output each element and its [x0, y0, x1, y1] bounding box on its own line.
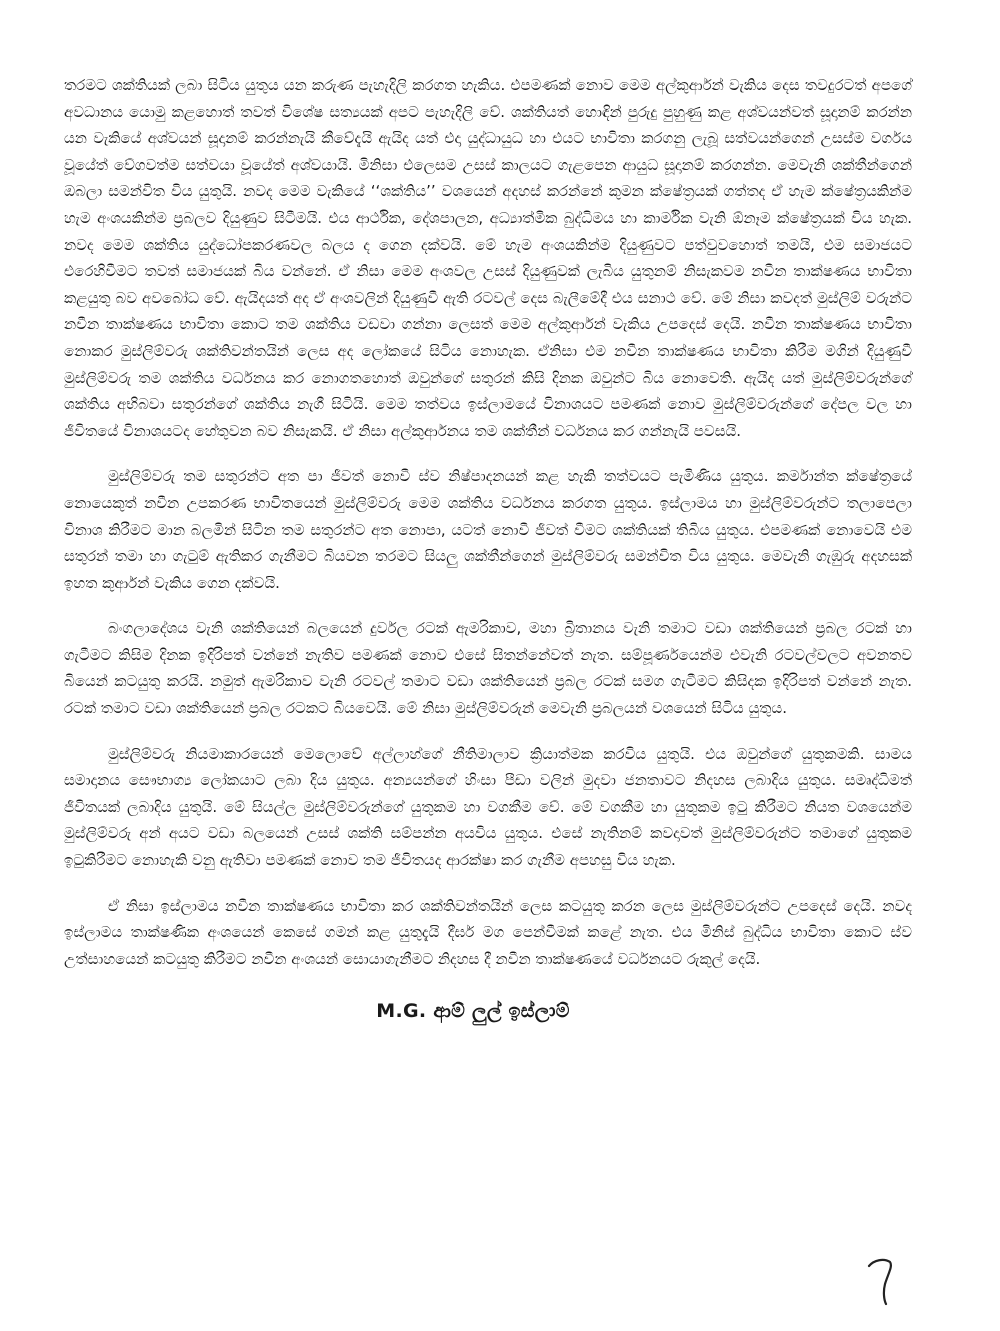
paragraph-2: මුස්ලිම්වරු තම සතුරන්ට අත පා ජීවත් නොවී ස්ව නිෂ්පාදනයන් කළ හැකි තත්වයට පැමිණිය යුතුය. කර්මාන්ත ක්ෂේත්‍රයේ නොයෙකුත් නවීන උපකරණ භාවිතයෙන් මුස්ලිම්වරු මෙම ශක්තිය වර්ධනය කරගත යුතුය. ඉස්ලාමය හා මුස්ලිම්වරුන්ට තලාපෙලා විනාශ කිරීමට මාන බලමින් සිටින තම සතුරන්ට අත නොපා, යටත් නොවී ජීවත් වීමට ශක්තියක් තිබිය යුතුය. එපමණක් නොවෙයි එම සතුරන් තමා හා ගැටුම් ඇතිකර ගැනීමට බියවන තරමට සියලු ශක්තීන්ගෙන් මුස්ලිම්වරු සමන්විත විය යුතුය. මෙවැනි ගැඹුරු අදහසක් ඉහත කුර්ආන් වැකිය ගෙන දක්වයි. — [64, 467, 912, 592]
paragraph-4: මුස්ලිම්වරු නියමාකාරයෙන් මෙලොවේ අල්ලාහ්ගේ නීතිමාලාව ක්‍රියාත්මක කරවිය යුතුයි. එය ඔවුන්ගේ යුතුකමකි. සාමය සමාදානය සෞභාග්‍ය ලෝකයාට ලබා දිය යුතුය. අන්‍යයන්ගේ හිංසා පීඩා වලින් මුදවා ජනතාවට නිදහස ලබාදිය යුතුය. සමෘද්ධිමත් ජීවිතයක් ලබාදිය යුතුයි. මේ සියල්ල මුස්ලිම්වරුන්ගේ යුතුකම හා වගකීම වේ. මේ වගකීම හා යුතුකම ඉටු කිරීමට නියත වශයෙන්ම මුස්ලිම්වරු අන් අයට වඩා බලයෙන් උසස් ශක්ති සම්පන්න අයවිය යුතුය. එසේ නැතිනම් කවදාවත් මුස්ලිම්වරුන්ට තමාගේ යුතුකම ඉටුකිරීමට නොහැකි වනු ඇතිවා පමණක් නොව තම ජීවිතයද ආරක්ෂා කර ගැනීම අපහසු විය හැක. — [64, 744, 912, 870]
paragraph-5: ඒ නිසා ඉස්ලාමය නවීන තාක්ෂණය භාවිතා කර ශක්තිවන්තයින් ලෙස කටයුතු කරන ලෙස මුස්ලිම්වරුන්ට උපදෙස් දෙයි. නවද ඉස්ලාමය තාක්ෂණික අංශයෙන් කෙසේ ගමන් කළ යුතුදැයි දීර්ඝ මග පෙන්වීමක් කළේ නැත. එය මිනිස් බුද්ධිය භාවිතා කොට ස්ව උත්සාහයෙන් කටයුතු කිරීමට නවීන අංශයන් සොයාගැනීමට නිදහස දී නවීන තාක්ෂණයේ වර්ධනයට රුකුල් දෙයි. — [64, 896, 912, 968]
paragraph-1: තරමට ශක්තියක් ලබා සිටිය යුතුය යන කරුණ පැහැදිලි කරගත හැකිය. එපමණක් නොව මෙම අල්කුර්ආන් වැකිය දෙස තවදුරටත් අපගේ අවධානය යොමු කළහොත් තවත් විශේෂ සත්‍යයක් අපට පැහැදිලි වේ. ශක්තියත් හොඳින් පුරුදු පුහුණු කළ අශ්වයන්වත් සූදානම් කරන්න යන වැකියේ අශ්වයන් සූදානම් කරන්නැයි කීවේදැයි ඇයිද යත් එදා යුද්ධායුධ හා එයට භාවිතා කරගනු ලැබූ සත්වයන්ගෙන් උසස්ම වර්ගය වූයේත් වේගවත්ම සත්වයා වූයේත් අශ්වයායි. මිනිසා එලෙසම උසස් කාලයට ගැළපෙන ආයුධ සූදානම් කරගන්න. මෙවැනි ශක්තීන්ගෙන් ඔබලා සමන්විත විය යුතුයි. නවද මෙම වැකියේ ‘‘ශක්තිය’’ වශයෙන් අදහස් කරන්නේ කුමන ක්ෂේත්‍රයක් ගත්තද ඒ හැම ක්ෂේත්‍රයකින්ම හැම අංශයකින්ම ප්‍රබලව දියුණුව සිටීමයි. එය ආර්ථික, දේශපාලන, අධ්‍යාත්මික බුද්ධිමය හා කාර්මික වැනි ඕනෑම ක්ෂේත්‍රයක් විය හැක. නවද මෙම ශක්තිය යුද්ධෝපකරණවල බලය ද ගෙන දක්වයි. මේ හැම අංශයකින්ම දියුණුවට පත්වුවහොත් තමයි, එම සමාජයට එරෙහිවීමට තවත් සමාජයක් බිය වන්නේ. ඒ නිසා මෙම අංශවල උසස් දියුණුවක් ලැබිය යුතුනම් නිසැකවම නවීන තාක්ෂණය භාවිතා කළයුතු බව අවබෝධ වේ. ඇයිදයත් අද ඒ අංශවලින් දියුණුවී ඇති රටවල් දෙස බැලීමේදී එය සනාථ වේ. මේ නිසා කවදත් මුස්ලිම් වරුන්ට නවීන තාක්ෂණය භාවිතා කොට තම ශක්තිය වඩවා ගන්නා ලෙසත් මෙම අල්කුර්ආන් වැකිය උපදෙස් දෙයි. නවීන තාක්ෂණය භාවිතා නොකර මුස්ලිම්වරු ශක්තිවන්තයින් ලෙස අද ලෝකයේ සිටිය නොහැක. ඒනිසා එම නවීන තාක්ෂණය භාවිතා කිරීම මගින් දියුණුවී මුස්ලිම්වරු තම ශක්තිය වර්ධනය කර නොගතහොත් ඔවුන්ගේ සතුරන් කිසි දිනක ඔවුන්ට බිය නොවෙති. ඇයිද යත් මුස්ලිම්වරුන්ගේ ශක්තිය අභිබවා සතුරන්ගේ ශක්තිය නැගී සිටියි. මෙම තත්වය ඉස්ලාමයේ විනාශයට පමණක් නොව මුස්ලිම්වරුන්ගේ දේපල වල හා ජීවිතයේ විනාශයටද හේතුවන බව නිසැකයි. ඒ නිසා අල්කුර්ආනය තම ශක්තීන් වර්ධනය කර ගන්නැයි පවසයි. — [64, 76, 912, 440]
author-signature: M.G. ආම් ලුල් ඉස්ලාම් — [376, 1000, 570, 1023]
paragraph-3: බංගලාදේශය වැනි ශක්තියෙන් බලයෙන් දුර්වල රටක් ඇමරිකාව, මහා බ්‍රිතානය වැනි තමාට වඩා ශක්තියෙන් ප්‍රබල රටක් හා ගැටීමට කිසිම දිනක ඉදිරිපත් වන්නේ නැතිව පමණක් නොව එසේ සිතන්නේවත් නැත. සම්පූර්ණයෙන්ම එවැනි රටවල්වලට අවනතව බියෙන් කටයුතු කරයි. නමුත් ඇමරිකාව වැනි රටවල් තමාට වඩා ශක්තියෙන් ප්‍රබල රටක් සමග ගැටීමට කිසිදක ඉදිරිපත් වන්නේ නැත. රටක් තමාට වඩා ශක්තියෙන් ප්‍රබල රටකට බියවෙයි. මේ නිසා මුස්ලිම්වරුන් මෙවැනි ප්‍රබලයන් වශයෙන් සිටිය යුතුය. — [64, 619, 912, 718]
handwritten-page-number — [866, 1254, 896, 1306]
page-number-mark — [866, 1254, 896, 1306]
